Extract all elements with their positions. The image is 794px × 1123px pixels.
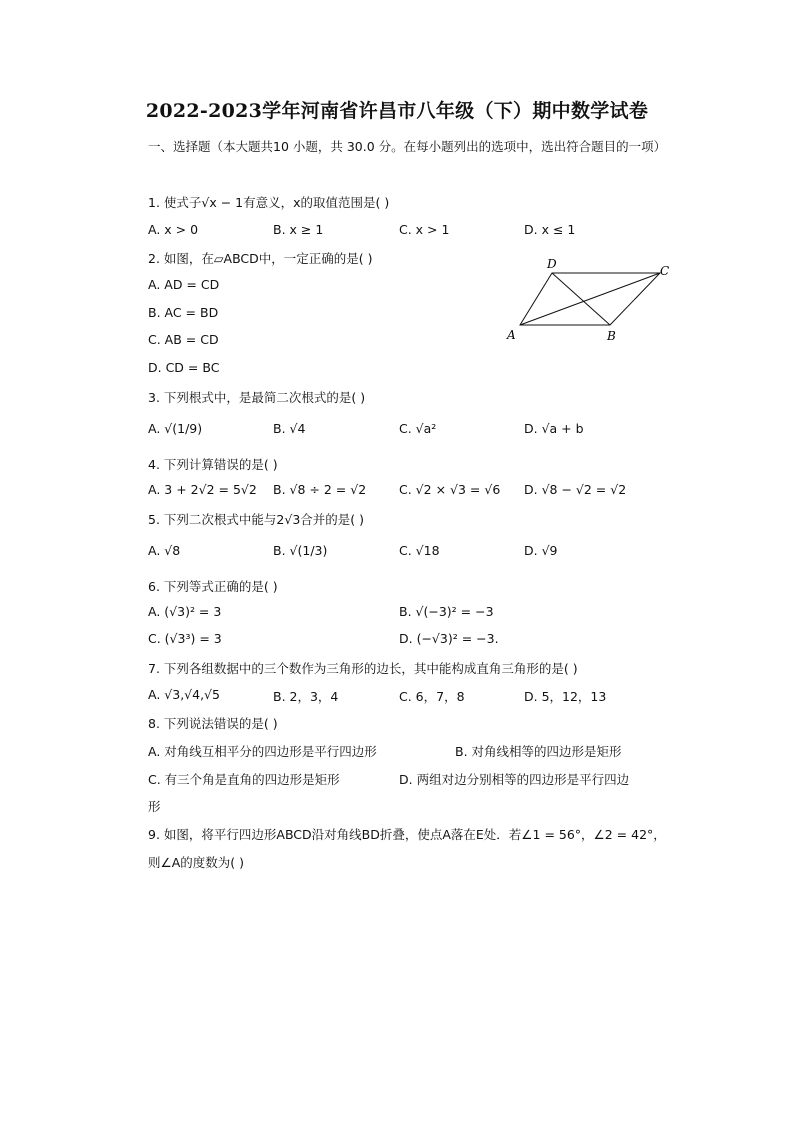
question-9: 9. 如图，将平行四边形ABCD沿对角线BD折叠，使点A落在E处．若∠1 = 56°，∠2 = 42°，: [148, 827, 666, 842]
question-5: 5. 下列二次根式中能与2√3合并的是( ): [148, 512, 364, 527]
q1-option-c: C. x > 1: [399, 222, 450, 237]
q3-option-d: D. √a + b: [524, 421, 584, 436]
q4-option-b: B. √8 ÷ 2 = √2: [273, 482, 367, 497]
q6-option-a: A. (√3)² = 3: [148, 604, 222, 619]
q5-option-c: C. √18: [399, 543, 440, 558]
q4-option-d: D. √8 − √2 = √2: [524, 482, 627, 497]
q8-option-d: D. 两组对边分别相等的四边形是平行四边: [399, 772, 630, 787]
q7-option-a: A. √3,√4,√5: [148, 687, 220, 702]
q5-option-a: A. √8: [148, 543, 181, 558]
q6-option-c: C. (√3³) = 3: [148, 631, 222, 646]
parallelogram-figure: [500, 255, 690, 350]
q8-option-b: B. 对角线相等的四边形是矩形: [455, 744, 622, 759]
diagonal-bd: [552, 273, 610, 325]
q1-option-b: B. x ≥ 1: [273, 222, 324, 237]
q2-option-b: B. AC = BD: [148, 305, 219, 320]
q6-option-b: B. √(−3)² = −3: [399, 604, 494, 619]
question-9-continued: 则∠A的度数为( ): [148, 855, 244, 870]
q1-option-d: D. x ≤ 1: [524, 222, 576, 237]
vertex-label-d: D: [547, 257, 557, 271]
page-title: 2022-2023学年河南省许昌市八年级（下）期中数学试卷: [145, 100, 649, 122]
question-2: 2. 如图，在▱ABCD中，一定正确的是( ): [148, 251, 373, 266]
q3-option-c: C. √a²: [399, 421, 437, 436]
q3-option-a: A. √(1/9): [148, 421, 203, 436]
q4-option-c: C. √2 × √3 = √6: [399, 482, 501, 497]
q3-option-b: B. √4: [273, 421, 306, 436]
section-heading: 一、选择题（本大题共10 小题，共 30.0 分。在每小题列出的选项中，选出符合题目的一项）: [148, 139, 667, 154]
question-7: 7. 下列各组数据中的三个数作为三角形的边长，其中能构成直角三角形的是( ): [148, 661, 578, 676]
question-8: 8. 下列说法错误的是( ): [148, 716, 278, 731]
vertex-label-a: A: [507, 328, 516, 342]
q4-option-a: A. 3 + 2√2 = 5√2: [148, 482, 257, 497]
q2-option-c: C. AB = CD: [148, 332, 219, 347]
q6-option-d: D. (−√3)² = −3.: [399, 631, 499, 646]
q8-option-d-wrap: 形: [148, 799, 161, 814]
question-4: 4. 下列计算错误的是( ): [148, 457, 278, 472]
q5-option-b: B. √(1/3): [273, 543, 328, 558]
question-3: 3. 下列根式中，是最简二次根式的是( ): [148, 390, 366, 405]
diagonal-ac: [520, 273, 660, 325]
q2-option-d: D. CD = BC: [148, 360, 220, 375]
q7-option-b: B. 2，3，4: [273, 689, 339, 704]
q1-option-a: A. x > 0: [148, 222, 199, 237]
q5-option-d: D. √9: [524, 543, 558, 558]
q2-option-a: A. AD = CD: [148, 277, 220, 292]
q7-option-c: C. 6，7，8: [399, 689, 465, 704]
q8-option-a: A. 对角线互相平分的四边形是平行四边形: [148, 744, 377, 759]
q7-option-d: D. 5，12，13: [524, 689, 607, 704]
question-6: 6. 下列等式正确的是( ): [148, 579, 278, 594]
vertex-label-c: C: [660, 264, 670, 278]
vertex-label-b: B: [607, 329, 616, 343]
question-1: 1. 使式子√x − 1有意义，x的取值范围是( ): [148, 195, 390, 210]
q8-option-c: C. 有三个角是直角的四边形是矩形: [148, 772, 340, 787]
